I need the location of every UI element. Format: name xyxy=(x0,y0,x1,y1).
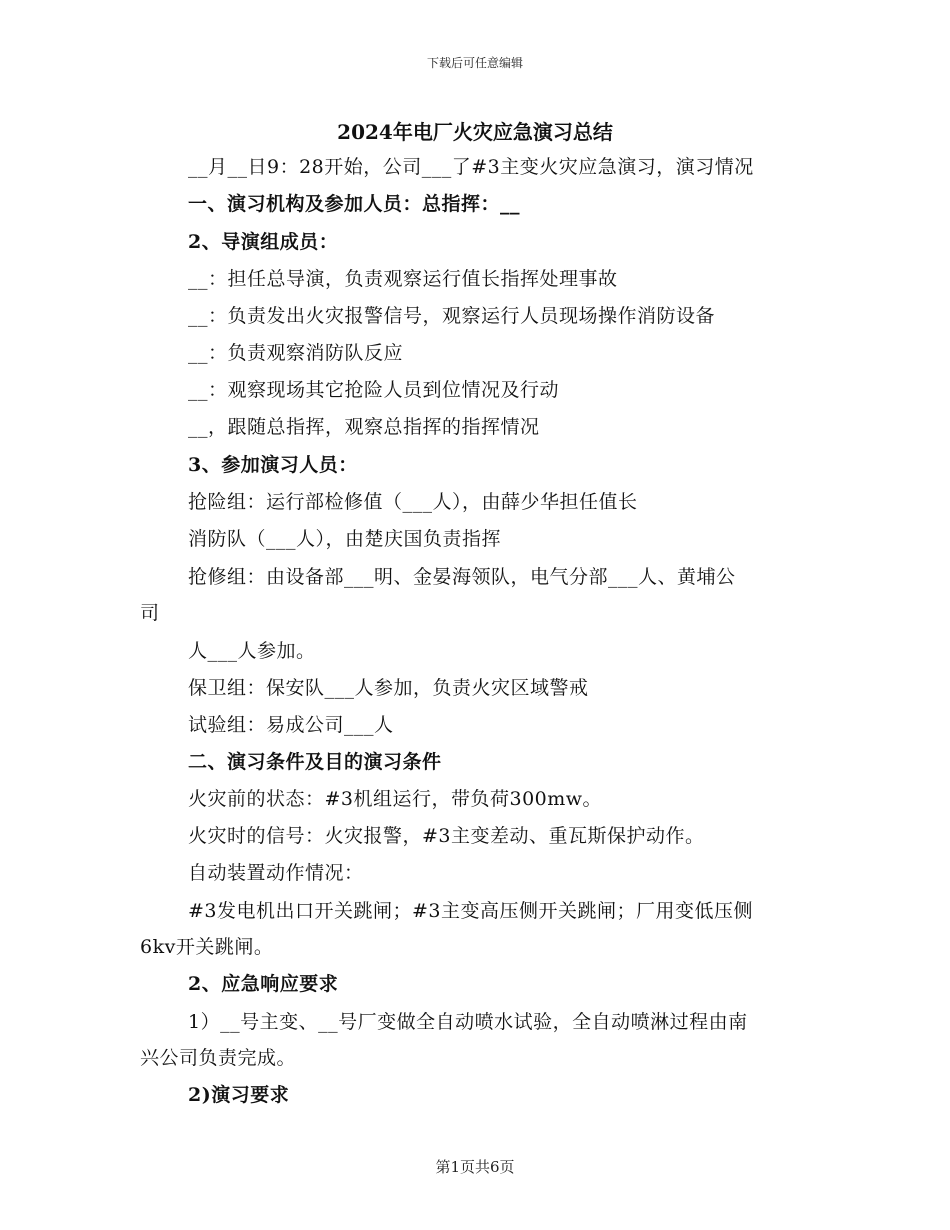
paragraph-line: 兴公司负责完成。 xyxy=(140,1047,297,1069)
section-heading: 一、演习机构及参加人员：总指挥：__ xyxy=(188,193,521,215)
subsection-heading: 3、参加演习人员： xyxy=(188,454,358,476)
paragraph-line: __：观察现场其它抢险人员到位情况及行动 xyxy=(188,379,560,401)
paragraph-line: 抢险组：运行部检修值（___人），由薛少华担任值长 xyxy=(188,491,638,513)
paragraph-line: 司 xyxy=(140,602,160,624)
paragraph-line: 火灾时的信号：火灾报警，#3主变差动、重瓦斯保护动作。 xyxy=(188,825,705,847)
subsection-heading: 2、导演组成员： xyxy=(188,231,339,253)
page-header: 下载后可任意编辑 xyxy=(426,56,523,70)
paragraph-line: 自动装置动作情况： xyxy=(188,862,364,884)
paragraph-line: __：担任总导演，负责观察运行值长指挥处理事故 xyxy=(188,268,618,290)
paragraph-line: 消防队（___人），由楚庆国负责指挥 xyxy=(188,528,502,550)
paragraph-line: 火灾前的状态：#3机组运行，带负荷300mw。 xyxy=(188,788,603,810)
paragraph-line: __：负责发出火灾报警信号，观察运行人员现场操作消防设备 xyxy=(188,305,716,327)
document-title: 2024年电厂火灾应急演习总结 xyxy=(337,120,613,144)
section-heading: 二、演习条件及目的演习条件 xyxy=(188,751,442,773)
page-footer: 第1页共6页 xyxy=(435,1158,515,1176)
paragraph-line: 6kv开关跳闸。 xyxy=(140,936,274,958)
paragraph-line: __：负责观察消防队反应 xyxy=(188,342,404,364)
paragraph-line: 人___人参加。 xyxy=(188,640,316,662)
paragraph-line: 保卫组：保安队___人参加，负责火灾区域警戒 xyxy=(188,677,589,699)
paragraph-line: 1）__号主变、__号厂变做全自动喷水试验，全自动喷淋过程由南 xyxy=(188,1011,748,1033)
paragraph-line: 试验组：易成公司___人 xyxy=(188,714,394,736)
paragraph-line: #3发电机出口开关跳闸；#3主变高压侧开关跳闸；厂用变低压侧 xyxy=(188,900,754,922)
subsection-heading: 2)演习要求 xyxy=(188,1084,290,1106)
paragraph-line: __，跟随总指挥，观察总指挥的指挥情况 xyxy=(188,416,540,438)
subsection-heading: 2、应急响应要求 xyxy=(188,973,339,995)
intro-line: __月__日9：28开始，公司___了#3主变火灾应急演习，演习情况 xyxy=(188,156,754,178)
paragraph-line: 抢修组：由设备部___明、金晏海领队，电气分部___人、黄埔公 xyxy=(188,566,736,588)
